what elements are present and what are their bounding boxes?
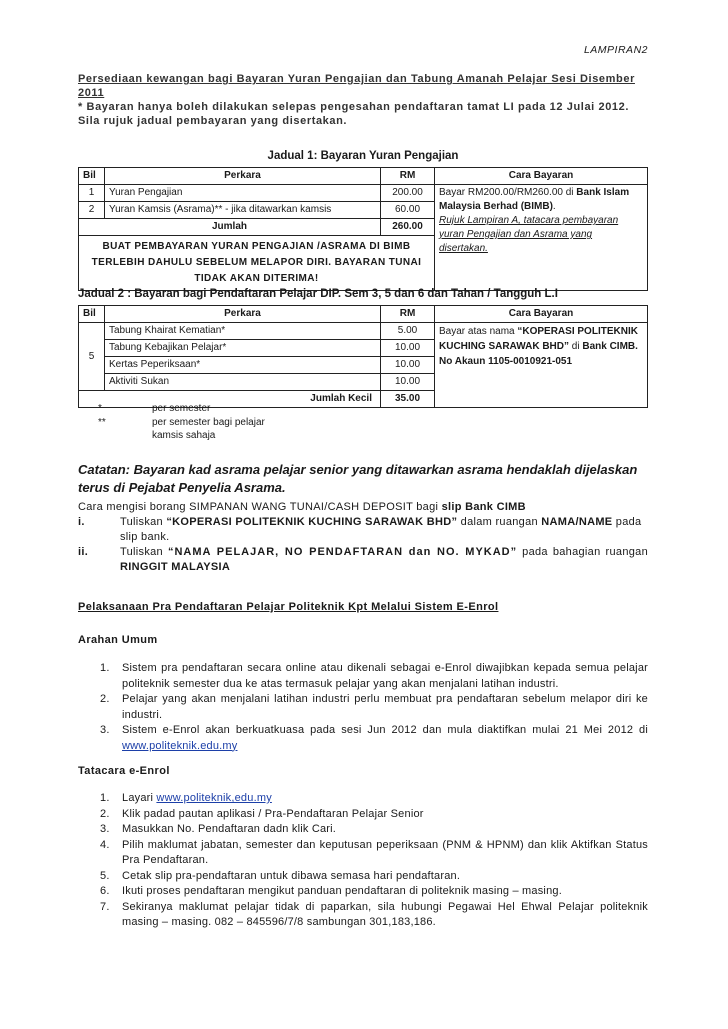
- jumlah-value: 35.00: [381, 391, 435, 408]
- intro-heading: Persediaan kewangan bagi Bayaran Yuran Pengajian dan Tabung Amanah Pelajar Sesi Disember 2011: [78, 73, 635, 99]
- cara-bold: NAMA/NAME: [541, 516, 613, 528]
- table-header-row: [79, 306, 648, 323]
- row-perkara: Aktiviti Sukan: [105, 374, 381, 391]
- cara-item: [78, 515, 648, 545]
- list-text-part: Layari: [122, 792, 157, 804]
- list-item: [100, 884, 648, 900]
- jadual2-cara-bayaran: [435, 323, 648, 408]
- row-rm: 10.00: [381, 374, 435, 391]
- cara-bank: Bank Islam Malaysia Berhad (BIMB): [439, 187, 630, 212]
- header-bil: Bil: [79, 306, 105, 323]
- cara-intro-slip: slip Bank CIMB: [441, 501, 526, 513]
- row-bil: 2: [79, 202, 105, 219]
- jadual1-table: [78, 167, 648, 291]
- footnote-item: [98, 416, 265, 430]
- list-number: 2.: [100, 693, 110, 705]
- cara-di: di: [569, 341, 583, 352]
- catatan-note: Catatan: Bayaran kad asrama pelajar senior yang ditawarkan asrama hendaklah dijelaskan terus di Pejabat Penyelia Asrama.: [78, 462, 638, 495]
- cara-bold: RINGGIT MALAYSIA: [120, 561, 231, 573]
- footnotes: [98, 402, 265, 443]
- list-item: [100, 791, 648, 807]
- jadual2-caption: Jadual 2 : Bayaran bagi Pendaftaran Pelajar DIP. Sem 3, 5 dan 6 dan Tahan / Tangguh L.I: [78, 288, 558, 300]
- cara-bold: “KOPERASI POLITEKNIK KUCHING SARAWAK BHD”: [166, 516, 458, 528]
- row-rm: 60.00: [381, 202, 435, 219]
- header-cara: Cara Bayaran: [435, 306, 648, 323]
- row-rm: 10.00: [381, 340, 435, 357]
- header-rm: RM: [381, 306, 435, 323]
- header-bil: Bil: [79, 168, 105, 185]
- row-perkara: Kertas Peperiksaan*: [105, 357, 381, 374]
- list-item: [100, 822, 648, 838]
- list-item: [100, 869, 648, 885]
- warning-text: BUAT PEMBAYARAN YURAN PENGAJIAN /ASRAMA DI BIMB TERLEBIH DAHULU SEBELUM MELAPOR DIRI. BAYARAN TUNAI TIDAK AKAN DITERIMA!: [79, 236, 435, 291]
- list-item: [100, 723, 648, 754]
- list-number: 2.: [100, 807, 110, 820]
- header-cara: Cara Bayaran: [435, 168, 648, 185]
- politeknik-link[interactable]: www.politeknik,edu.my: [156, 792, 272, 804]
- footnote-symbol: [98, 429, 152, 443]
- footnote-item: [98, 402, 265, 416]
- table-row: [79, 323, 648, 340]
- cara-text: Bayar atas nama: [439, 326, 518, 337]
- list-number: 1.: [100, 792, 110, 804]
- cara-koperasi: “KOPERASI POLITEKNIK KUCHING SARAWAK BHD”: [439, 326, 638, 352]
- row-rm: 10.00: [381, 357, 435, 374]
- cara-text: dalam ruangan: [457, 516, 542, 528]
- footnote-text: per semester: [152, 403, 211, 414]
- list-text: Cetak slip pra-pendaftaran untuk dibawa semasa hari pendaftaran.: [122, 869, 461, 882]
- row-perkara: Yuran Pengajian: [105, 185, 381, 202]
- jumlah-value: 260.00: [381, 219, 435, 236]
- footnote-text: per semester bagi pelajar: [152, 416, 265, 428]
- list-text: Pelajar yang akan menjalani latihan industri perlu membuat pra pendaftaran sebelum melapor diri ke industri.: [122, 693, 648, 721]
- cara-item-num: i.: [78, 516, 85, 528]
- footnote-text: kamsis sahaja: [152, 430, 216, 441]
- header-rm: RM: [381, 168, 435, 185]
- cara-rujuk: Rujuk Lampiran A, tatacara pembayaran yuran Pengajian dan Asrama yang disertakan.: [439, 215, 619, 254]
- jadual2-table: [78, 305, 648, 408]
- list-item: [100, 900, 648, 931]
- row-rm: 5.00: [381, 323, 435, 340]
- row-perkara: Tabung Kebajikan Pelajar*: [105, 340, 381, 357]
- jadual1-cara-bayaran: [435, 185, 648, 291]
- cara-item-text: [120, 545, 648, 575]
- cara-intro: [78, 500, 648, 515]
- cara-intro-text: Cara mengisi borang SIMPANAN WANG TUNAI/CASH DEPOSIT bagi: [78, 501, 442, 513]
- list-item: [100, 661, 648, 692]
- list-text: [122, 723, 648, 754]
- cara-item: [78, 545, 648, 575]
- table-row: [79, 185, 648, 202]
- cara-mengisi: [78, 500, 648, 575]
- lampiran-label: LAMPIRAN2: [583, 44, 648, 56]
- footnote-symbol: *: [98, 403, 102, 414]
- row-bil: 1: [79, 185, 105, 202]
- header-perkara: Perkara: [105, 306, 381, 323]
- list-text-part: Sistem e-Enrol akan berkuatkuasa pada sesi Jun 2012 dan mula diaktifkan mulai 21 Mei 2012 di: [122, 724, 648, 736]
- cara-dot: .: [552, 201, 556, 212]
- list-text: Pilih maklumat jabatan, semester dan keputusan peperiksaan (PNM & HPNM) dan klik Aktifkan Status Pra Pendaftaran.: [122, 838, 648, 866]
- list-text: Ikuti proses pendaftaran mengikut panduan pendaftaran di politeknik masing – masing.: [122, 885, 562, 897]
- list-number: 5.: [100, 869, 110, 882]
- cara-item-num: ii.: [78, 546, 89, 558]
- footnote-symbol: **: [98, 416, 106, 428]
- row-rm: 200.00: [381, 185, 435, 202]
- list-text: [122, 791, 648, 807]
- arahan-title: Arahan Umum: [78, 634, 158, 646]
- list-text: Sistem pra pendaftaran secara online atau dikenali sebagai e-Enrol diwajibkan kepada semua pelajar politeknik semester dua ke atas termasuk pelajar yang akan menjalani latihan industri.: [122, 662, 648, 690]
- row-perkara: Tabung Khairat Kematian*: [105, 323, 381, 340]
- jadual1-caption: Jadual 1: Bayaran Yuran Pengajian: [267, 150, 459, 162]
- list-number: 3.: [100, 724, 110, 736]
- list-item: [100, 692, 648, 723]
- table-header-row: [79, 168, 648, 185]
- jumlah-label: Jumlah Kecil: [79, 391, 381, 408]
- cara-text: Tuliskan: [120, 516, 167, 528]
- row-bil: 5: [79, 323, 105, 391]
- list-text: Masukkan No. Pendaftaran dadn klik Cari.: [122, 823, 337, 835]
- pelaksanaan-title: Pelaksanaan Pra Pendaftaran Pelajar Politeknik Kpt Melalui Sistem E-Enrol: [78, 601, 499, 613]
- list-number: 3.: [100, 823, 110, 835]
- cara-text: Tuliskan: [120, 546, 168, 558]
- tatacara-title: Tatacara e-Enrol: [78, 765, 170, 777]
- cara-text: pada bahagian ruangan: [517, 546, 649, 558]
- header-perkara: Perkara: [105, 168, 381, 185]
- cara-text: Bayar RM200.00/RM260.00 di: [439, 187, 577, 198]
- list-number: 7.: [100, 900, 110, 913]
- cara-bank: Bank CIMB.: [582, 341, 638, 352]
- jumlah-label: Jumlah: [79, 219, 381, 236]
- cara-item-text: [120, 515, 648, 545]
- list-text: Sekiranya maklumat pelajar tidak di paparkan, sila hubungi Pegawai Hel Ehwal Pelajar politeknik masing – masing. 082 – 845596/7/8 sambungan 301,183,186.: [122, 900, 648, 928]
- row-perkara: Yuran Kamsis (Asrama)** - jika ditawarkan kamsis: [105, 202, 381, 219]
- cara-text: pada slip bank.: [120, 516, 642, 543]
- intro-note: * Bayaran hanya boleh dilakukan selepas pengesahan pendaftaran tamat LI pada 12 Julai 2012. Sila rujuk jadual pembayaran yang disertakan.: [78, 101, 630, 127]
- list-item: [100, 807, 648, 823]
- list-number: 1.: [100, 662, 110, 674]
- intro-block: [78, 72, 648, 128]
- list-number: 6.: [100, 885, 110, 897]
- arahan-list: [100, 661, 648, 754]
- list-number: 4.: [100, 838, 110, 851]
- cara-bold: “NAMA PELAJAR, NO PENDAFTARAN dan NO. MYKAD”: [167, 546, 518, 558]
- list-item: [100, 838, 648, 869]
- politeknik-link[interactable]: www.politeknik.edu.my: [122, 739, 238, 752]
- footnote-item: [98, 429, 265, 443]
- tatacara-list: [100, 791, 648, 931]
- list-text: Klik padad pautan aplikasi / Pra-Pendaftaran Pelajar Senior: [122, 807, 424, 820]
- cara-akaun: No Akaun 1105-0010921-051: [439, 356, 573, 367]
